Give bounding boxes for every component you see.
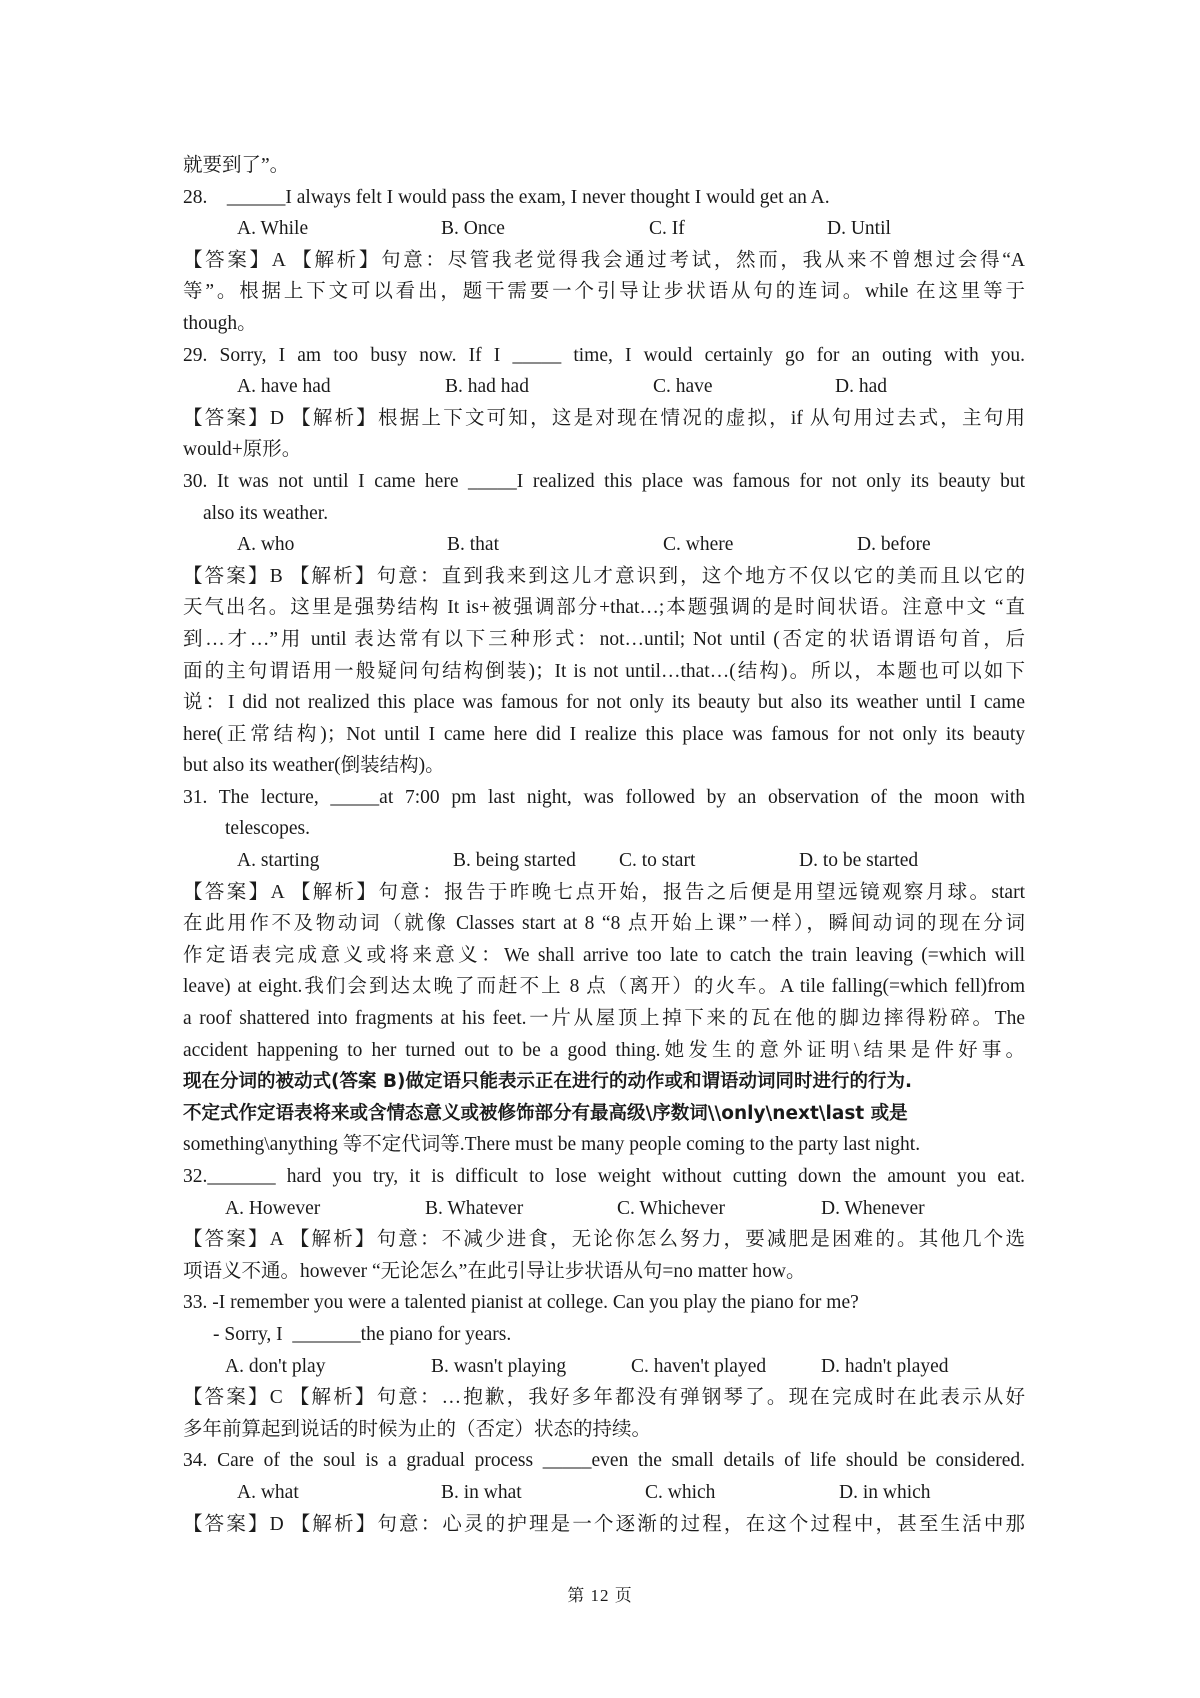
question-31-stem-1: 31. The lecture, _____at 7:00 pm last night, was followed by an observation of the moon with (183, 786, 1025, 808)
answer-31-line-2: 在此用作不及物动词（就像 Classes start at 8 “8 点开始上课”一样），瞬间动词的现在分词 (183, 913, 1025, 935)
page-content (183, 150, 1025, 1540)
answer-31-bold-line-1: 现在分词的被动式(答案 B)做定语只能表示正在进行的动作或和谓语动词同时进行的行为. (183, 1071, 912, 1093)
answer-34-line-1: 【答案】D 【解析】句意：心灵的护理是一个逐渐的过程，在这个过程中，甚至生活中那 (183, 1513, 1025, 1535)
question-32-options (183, 1193, 1025, 1225)
option-b: B. wasn't playing (431, 1355, 567, 1377)
question-28-stem: 28. ______I always felt I would pass the exam, I never thought I would get an A. (183, 186, 830, 208)
option-c: C. If (649, 218, 685, 240)
question-31-stem-2: telescopes. (225, 818, 311, 840)
answer-30-line-7: but also its weather(倒装结构)。 (183, 755, 445, 777)
question-33-stem-1: 33. -I remember you were a talented pianist at college. Can you play the piano for me? (183, 1292, 859, 1314)
option-a: A. who (237, 534, 295, 556)
option-d: D. to be started (799, 850, 919, 872)
question-34-stem: 34. Care of the soul is a gradual process _____even the small details of life should be considered. (183, 1450, 1025, 1472)
answer-29-line-2: would+原形。 (183, 439, 302, 461)
option-d: D. before (857, 534, 931, 556)
option-b: B. Whatever (425, 1197, 524, 1219)
answer-31-line-1: 【答案】A 【解析】句意：报告于昨晚七点开始，报告之后便是用望远镜观察月球。start (183, 881, 1025, 903)
question-30-stem-2: also its weather. (203, 502, 329, 524)
question-30-options (183, 529, 1025, 561)
option-d: D. hadn't played (821, 1355, 949, 1377)
question-29-options (183, 371, 1025, 403)
answer-28-line-3: though。 (183, 312, 257, 334)
answer-33-line-2: 多年前算起到说话的时候为止的（否定）状态的持续。 (183, 1418, 652, 1440)
option-c: C. which (645, 1481, 716, 1503)
option-b: B. Once (441, 218, 505, 240)
intro-tail: 就要到了”。 (183, 155, 290, 176)
answer-31-tail: something\anything 等不定代词等.There must be many people coming to the party last night. (183, 1134, 921, 1156)
option-b: B. being started (453, 850, 576, 872)
option-a: A. While (237, 218, 309, 240)
answer-30-line-4: 面的主句谓语用一般疑问句结构倒装)；It is not until…that…(结构)。所以，本题也可以如下 (183, 660, 1025, 682)
question-30-stem-1: 30. It was not until I came here _____I realized this place was famous for not only its beauty but (183, 470, 1025, 492)
option-d: D. Whenever (821, 1197, 925, 1219)
option-c: C. where (663, 534, 734, 556)
option-a: A. what (237, 1481, 299, 1503)
answer-30-line-3: 到…才…”用 until 表达常有以下三种形式：not…until; Not until (否定的状语谓语句首，后 (183, 628, 1025, 650)
question-29-stem: 29. Sorry, I am too busy now. If I _____ time, I would certainly go for an outing with you. (183, 344, 1025, 366)
answer-30-line-6: here(正常结构)；Not until I came here did I realize this place was famous for not only its beauty (183, 723, 1025, 745)
answer-30-line-5: 说：I did not realized this place was famous for not only its beauty but also its weather until I came (183, 692, 1025, 714)
answer-30-line-1: 【答案】B 【解析】句意：直到我来到这儿才意识到，这个地方不仅以它的美而且以它的 (183, 565, 1025, 587)
option-a: A. starting (237, 850, 320, 872)
answer-31-line-5: a roof shattered into fragments at his feet.一片从屋顶上掉下来的瓦在他的脚边摔得粉碎。The (183, 1008, 1025, 1030)
option-a: A. However (225, 1197, 321, 1219)
answer-31-line-6: accident happening to her turned out to be a good thing.她发生的意外证明\结果是件好事。 (183, 1039, 1025, 1061)
question-33-stem-2: - Sorry, I _______the piano for years. (213, 1323, 512, 1345)
option-c: C. have (653, 376, 713, 398)
answer-29-line-1: 【答案】D 【解析】根据上下文可知，这是对现在情况的虚拟，if 从句用过去式，主句用 (183, 407, 1025, 429)
option-c: C. Whichever (617, 1197, 725, 1219)
answer-31-line-3: 作定语表完成意义或将来意义：We shall arrive too late to catch the train leaving (=which will (183, 944, 1025, 966)
option-d: D. Until (827, 218, 891, 240)
question-31-options (183, 845, 1025, 877)
question-32-stem: 32._______ hard you try, it is difficult to lose weight without cutting down the amount you eat. (183, 1166, 1025, 1187)
option-a: A. don't play (225, 1355, 326, 1377)
page-number: 第 12 页 (567, 1586, 633, 1605)
question-34-options (183, 1477, 1025, 1509)
option-c: C. haven't played (631, 1355, 767, 1377)
option-d: D. in which (839, 1481, 931, 1503)
option-a: A. have had (237, 376, 331, 398)
answer-32-line-1: 【答案】A 【解析】句意：不减少进食，无论你怎么努力，要减肥是困难的。其他几个选 (183, 1229, 1025, 1251)
answer-31-bold-line-2: 不定式作定语表将来或含情态意义或被修饰部分有最高级\序数词\\only\next\last 或是 (183, 1102, 908, 1124)
option-b: B. in what (441, 1481, 522, 1503)
answer-28-line-2: 等”。根据上下文可以看出，题干需要一个引导让步状语从句的连词。while 在这里等于 (183, 281, 1025, 303)
answer-31-line-4: leave) at eight.我们会到达太晚了而赶不上 8 点（离开）的火车。A tile falling(=which fell)from (183, 976, 1025, 998)
question-28-options (183, 213, 1025, 245)
option-d: D. had (835, 376, 887, 398)
option-b: B. that (447, 534, 499, 556)
answer-32-line-2: 项语义不通。however “无论怎么”在此引导让步状语从句=no matter how。 (183, 1260, 806, 1282)
option-c: C. to start (619, 850, 696, 872)
answer-30-line-2: 天气出名。这里是强势结构 It is+被强调部分+that…;本题强调的是时间状语。注意中文 “直 (183, 597, 1025, 619)
answer-33-line-1: 【答案】C 【解析】句意：…抱歉，我好多年都没有弹钢琴了。现在完成时在此表示从好 (183, 1387, 1025, 1409)
question-33-options (183, 1351, 1025, 1383)
option-b: B. had had (445, 376, 529, 398)
answer-28-line-1: 【答案】A 【解析】句意：尽管我老觉得我会通过考试，然而，我从来不曾想过会得“A (183, 249, 1025, 271)
